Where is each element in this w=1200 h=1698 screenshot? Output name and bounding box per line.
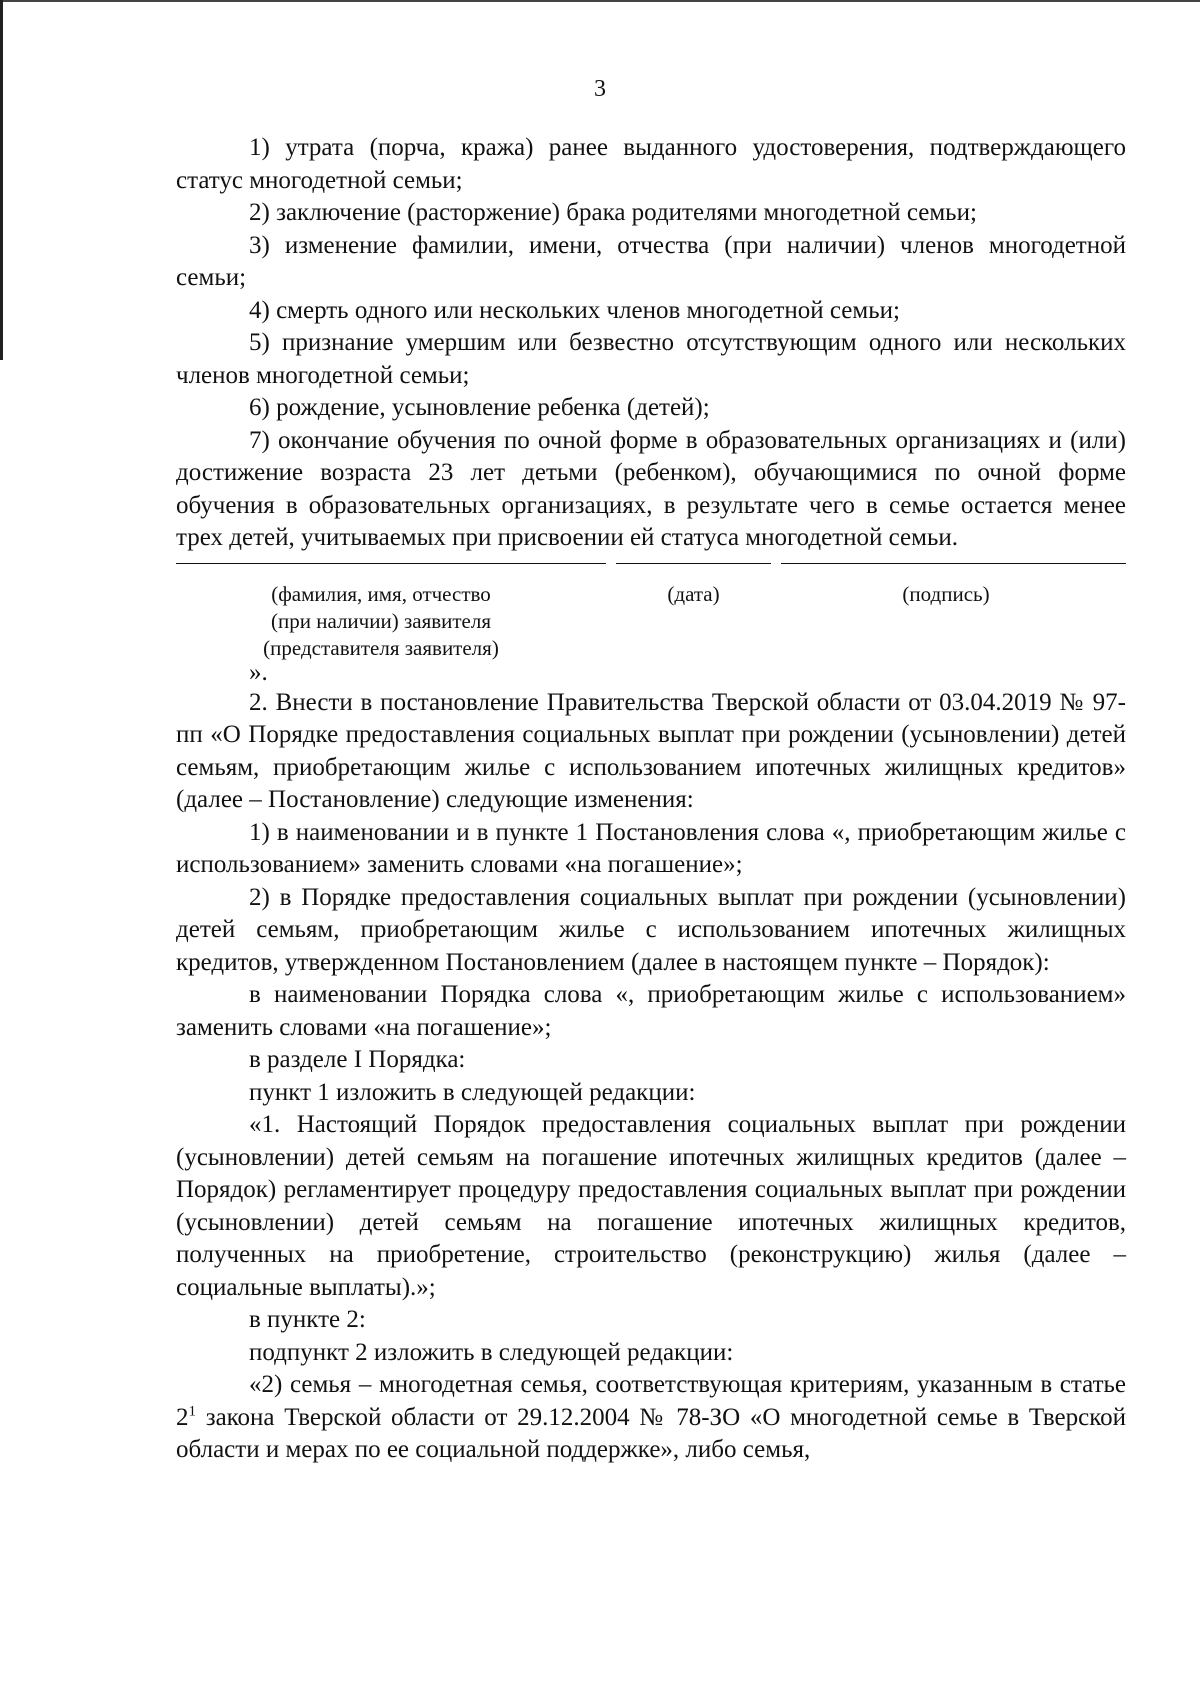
- paragraph: [176, 1369, 1126, 1467]
- paragraph: в пункте 2:: [249, 1306, 366, 1333]
- name-label: [196, 581, 566, 662]
- name-label-line: (фамилия, имя, отчество: [271, 581, 491, 606]
- closing-quote: ».: [249, 658, 268, 686]
- date-signature-line: [616, 563, 771, 564]
- paragraph: пункт 1 изложить в следующей редакции:: [249, 1078, 696, 1106]
- paragraph-text: «2) семья – многодетная семья, соответствующая критериям, указанным в статье 2: [176, 1371, 1126, 1431]
- sign-signature-line: [781, 563, 1126, 564]
- document-body: [176, 132, 1126, 1467]
- page-number: 3: [594, 76, 606, 102]
- paragraph: подпункт 2 изложить в следующей редакции:: [249, 1338, 734, 1366]
- name-label-line: (при наличии) заявителя: [270, 608, 492, 633]
- signature-lines: [176, 563, 1126, 571]
- list-item: 7) окончание обучения по очной форме в образовательных организациях и (или) достижение возраста 23 лет детьми (ребенком), обучающимися по очной форме обучения в образовательных организациях, в результате чего в семье остается менее трех детей, учитываемых при присвоении ей статуса многодетной семьи.: [176, 426, 1126, 551]
- list-item: 1) утрата (порча, кража) ранее выданного удостоверения, подтверждающего статус многодетной семьи;: [176, 134, 1126, 194]
- list-item: 4) смерть одного или нескольких членов многодетной семьи;: [249, 296, 900, 324]
- paragraph: 1) в наименовании и в пункте 1 Постановления слова «, приобретающим жилье с использованием» заменить словами «на погашение»;: [176, 818, 1126, 878]
- date-label: (дата): [667, 581, 720, 606]
- signature-labels: [176, 571, 1126, 659]
- list-item: 5) признание умершим или безвестно отсутствующим одного или нескольких членов многодетной семьи;: [176, 329, 1126, 389]
- paragraph-text: закона Тверской области от 29.12.2004 № 78-ЗО «О многодетной семье в Тверской области и мерах по ее социальной поддержке», либо семья,: [176, 1403, 1126, 1463]
- paragraph: в наименовании Порядка слова «, приобретающим жилье с использованием» заменить словами «на погашение»;: [176, 981, 1126, 1041]
- name-signature-line: [176, 563, 606, 564]
- list-item: 3) изменение фамилии, имени, отчества (при наличии) членов многодетной семьи;: [176, 231, 1126, 291]
- paragraph: 2) в Порядке предоставления социальных выплат при рождении (усыновлении) детей семьям, приобретающим жилье с использованием ипотечных жилищных кредитов, утвержденном Постановлением (далее в настоящем пункте – Порядок):: [176, 883, 1126, 976]
- list-item: 6) рождение, усыновление ребенка (детей);: [249, 394, 710, 421]
- list-item: 2) заключение (расторжение) брака родителями многодетной семьи;: [249, 199, 977, 226]
- paragraph: «1. Настоящий Порядок предоставления социальных выплат при рождении (усыновлении) детей семьям на погашение ипотечных жилищных кредитов (далее – Порядок) регламентирует процедуру предоставления социальных выплат при рождении (усыновлении) детей семьям на погашение ипотечных жилищных кредитов, полученных на приобретение, строительство (реконструкцию) жилья (далее – социальные выплаты).»;: [176, 1111, 1126, 1301]
- scan-top-edge: [0, 0, 1200, 2]
- paragraph: 2. Внести в постановление Правительства Тверской области от 03.04.2019 № 97-пп «О Порядке предоставления социальных выплат при рождении (усыновлении) детей семьям, приобретающим жилье с использованием ипотечных жилищных кредитов» (далее – Постановление) следующие изменения:: [176, 688, 1126, 813]
- paragraph: в разделе I Порядка:: [249, 1046, 466, 1073]
- sign-label: (подпись): [902, 581, 990, 606]
- scan-left-edge: [0, 0, 3, 360]
- superscript: 1: [188, 1403, 196, 1420]
- name-label-line: (представителя заявителя): [263, 635, 499, 660]
